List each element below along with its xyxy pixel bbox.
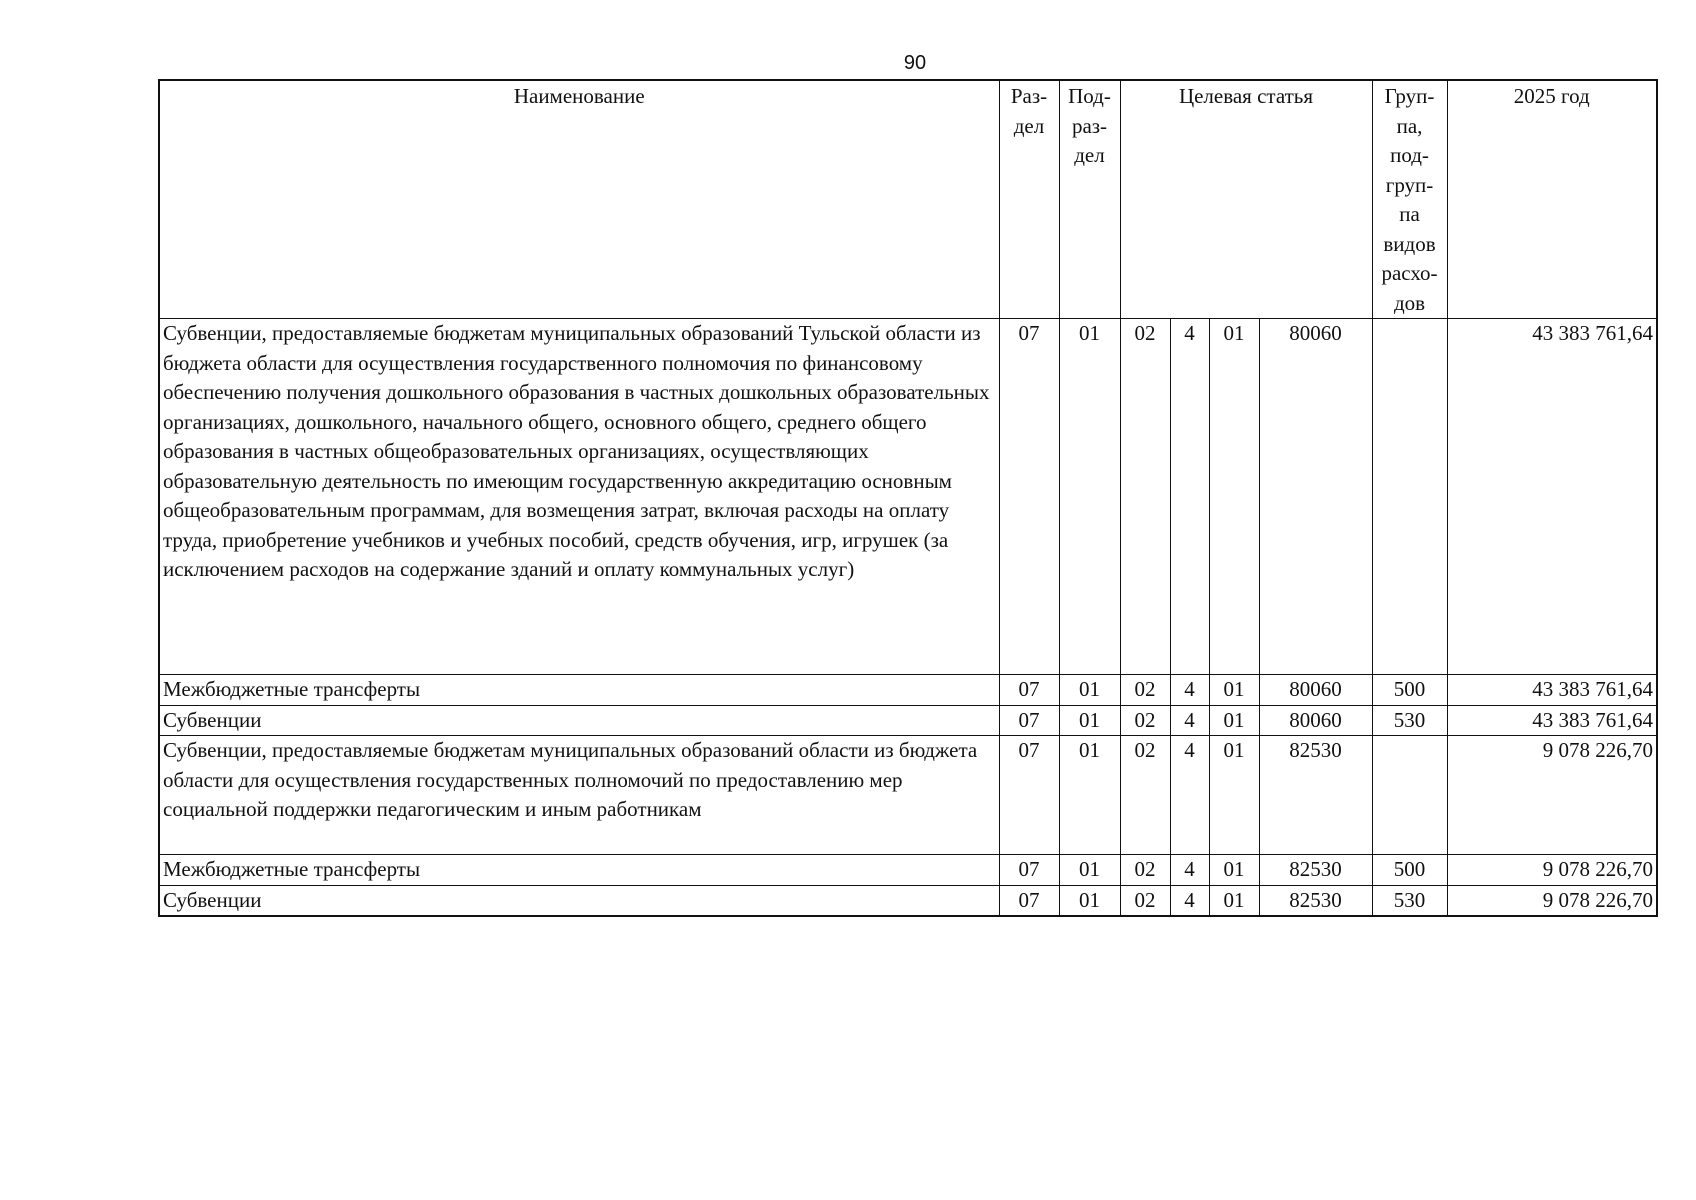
- header-group: Груп-па, под-груп-па видов расхо-дов: [1372, 80, 1447, 319]
- row-subsection: 01: [1059, 885, 1120, 916]
- row-target-subprogram: 01: [1209, 705, 1259, 736]
- row-subsection: 01: [1059, 855, 1120, 886]
- table-row: [159, 885, 1657, 916]
- row-name: Межбюджетные трансферты: [159, 855, 999, 886]
- row-target-type: 4: [1170, 319, 1209, 675]
- row-target-subprogram: 01: [1209, 855, 1259, 886]
- table-row: [159, 319, 1657, 675]
- row-section: 07: [999, 855, 1059, 886]
- row-target-type: 4: [1170, 736, 1209, 855]
- row-target-program: 02: [1120, 319, 1170, 675]
- header-target-article: Целевая статья: [1120, 80, 1372, 319]
- row-target-type: 4: [1170, 855, 1209, 886]
- row-target-program: 02: [1120, 705, 1170, 736]
- table-row: [159, 705, 1657, 736]
- row-section: 07: [999, 705, 1059, 736]
- row-subsection: 01: [1059, 736, 1120, 855]
- row-target-code: 82530: [1259, 855, 1372, 886]
- row-target-code: 80060: [1259, 319, 1372, 675]
- row-subsection: 01: [1059, 675, 1120, 706]
- header-subsection: Под-раз-дел: [1059, 80, 1120, 319]
- row-amount: 9 078 226,70: [1447, 855, 1657, 886]
- row-amount: 43 383 761,64: [1447, 319, 1657, 675]
- row-name: Субвенции, предоставляемые бюджетам муниципальных образований Тульской области из бюджета области для осуществления государственного полномочия по финансовому обеспечению получения дошкольного образования в частных дошкольных образовательных организациях, дошкольного, начального общего, основного общего, среднего общего образования в частных общеобразовательных организациях, осуществляющих образовательную деятельность по имеющим государственную аккредитацию основным общеобразовательным программам, для возмещения затрат, включая расходы на оплату труда, приобретение учебников и учебных пособий, средств обучения, игр, игрушек (за исключением расходов на содержание зданий и оплату коммунальных услуг): [159, 319, 999, 675]
- row-target-type: 4: [1170, 675, 1209, 706]
- row-target-code: 80060: [1259, 705, 1372, 736]
- row-group: 500: [1372, 855, 1447, 886]
- row-group: 500: [1372, 675, 1447, 706]
- row-group: 530: [1372, 705, 1447, 736]
- row-amount: 9 078 226,70: [1447, 736, 1657, 855]
- row-name: Субвенции: [159, 885, 999, 916]
- row-target-type: 4: [1170, 885, 1209, 916]
- row-section: 07: [999, 885, 1059, 916]
- row-amount: 43 383 761,64: [1447, 705, 1657, 736]
- row-group: [1372, 319, 1447, 675]
- header-year: 2025 год: [1447, 80, 1657, 319]
- row-group: [1372, 736, 1447, 855]
- row-section: 07: [999, 736, 1059, 855]
- row-target-code: 80060: [1259, 675, 1372, 706]
- row-target-program: 02: [1120, 885, 1170, 916]
- row-target-type: 4: [1170, 705, 1209, 736]
- row-target-code: 82530: [1259, 885, 1372, 916]
- header-name: Наименование: [159, 80, 999, 319]
- row-target-code: 82530: [1259, 736, 1372, 855]
- row-name: Межбюджетные трансферты: [159, 675, 999, 706]
- row-section: 07: [999, 319, 1059, 675]
- row-amount: 43 383 761,64: [1447, 675, 1657, 706]
- row-section: 07: [999, 675, 1059, 706]
- table-row: [159, 736, 1657, 855]
- page-number: 90: [903, 52, 927, 74]
- row-name: Субвенции: [159, 705, 999, 736]
- row-subsection: 01: [1059, 705, 1120, 736]
- row-amount: 9 078 226,70: [1447, 885, 1657, 916]
- row-target-program: 02: [1120, 736, 1170, 855]
- row-target-subprogram: 01: [1209, 885, 1259, 916]
- row-target-program: 02: [1120, 855, 1170, 886]
- row-name: Субвенции, предоставляемые бюджетам муниципальных образований области из бюджета области для осуществления государственных полномочий по предоставлению мер социальной поддержки педагогическим и иным работникам: [159, 736, 999, 855]
- row-target-subprogram: 01: [1209, 736, 1259, 855]
- table-header-row: [159, 80, 1657, 319]
- row-target-program: 02: [1120, 675, 1170, 706]
- header-section: Раз-дел: [999, 80, 1059, 319]
- row-group: 530: [1372, 885, 1447, 916]
- table-row: [159, 855, 1657, 886]
- row-subsection: 01: [1059, 319, 1120, 675]
- row-target-subprogram: 01: [1209, 319, 1259, 675]
- table-row: [159, 675, 1657, 706]
- row-target-subprogram: 01: [1209, 675, 1259, 706]
- budget-table: [158, 79, 1658, 917]
